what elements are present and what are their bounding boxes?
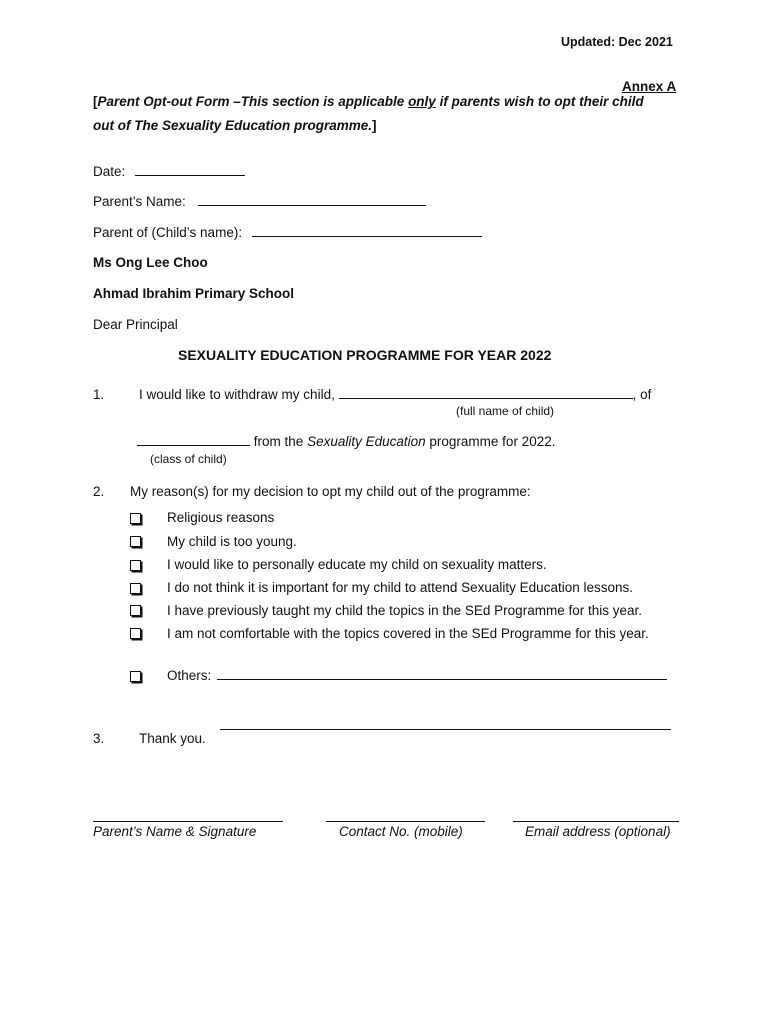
item-3-number: 3. (93, 731, 105, 746)
reason-checkbox[interactable] (130, 628, 141, 639)
reason-label: My child is too young. (167, 534, 297, 549)
salutation: Dear Principal (93, 317, 178, 332)
others-input-line-1[interactable] (217, 668, 667, 680)
parent-name-input-line[interactable] (198, 194, 426, 206)
school-name: Ahmad Ibrahim Primary School (93, 286, 295, 301)
intro-only: only (408, 94, 436, 109)
item-2-text: My reason(s) for my decision to opt my child out of the programme: (130, 484, 531, 499)
intro-part-2: if parents wish to opt their child (435, 94, 644, 109)
child-full-name-input-line[interactable] (339, 387, 633, 399)
reason-checkbox[interactable] (130, 583, 141, 594)
recipient-name: Ms Ong Lee Choo (93, 255, 208, 270)
parent-signature-label: Parent’s Name & Signature (93, 824, 257, 839)
intro-line-2-text: out of The Sexuality Education programme. (93, 118, 373, 133)
parent-signature-line[interactable] (93, 821, 283, 822)
others-label: Others: (167, 668, 212, 683)
child-name-field (93, 225, 482, 240)
page-title: SEXUALITY EDUCATION PROGRAMME FOR YEAR 2022 (178, 347, 552, 363)
reason-checkbox[interactable] (130, 536, 141, 547)
reason-checkbox[interactable] (130, 605, 141, 616)
email-label: Email address (optional) (525, 824, 671, 839)
programme-name: Sexuality Education (307, 434, 426, 449)
item-1-number: 1. (93, 387, 105, 402)
item-2-number: 2. (93, 484, 105, 499)
others-input-line-2[interactable] (220, 729, 671, 730)
bracket-open: [ (93, 94, 98, 109)
annex-label: Annex A (622, 79, 677, 94)
parent-name-field (93, 194, 426, 209)
class-caption: (class of child) (150, 452, 227, 466)
intro-line-2 (93, 118, 377, 133)
reason-label: I would like to personally educate my child on sexuality matters. (167, 557, 547, 572)
reason-label: Religious reasons (167, 510, 275, 525)
contact-label: Contact No. (mobile) (339, 824, 463, 839)
parent-name-label: Parent’s Name: (93, 194, 186, 209)
intro-part-1: Parent Opt-out Form –This section is applicable (97, 94, 409, 109)
others-field (167, 668, 667, 683)
item-3-text: Thank you. (139, 731, 206, 746)
updated-date: Updated: Dec 2021 (561, 35, 673, 49)
date-input-line[interactable] (135, 164, 245, 176)
intro-line-1 (93, 94, 644, 109)
email-line[interactable] (513, 821, 679, 822)
item-1-class-line (137, 434, 555, 449)
others-checkbox[interactable] (130, 671, 141, 682)
reason-checkbox[interactable] (130, 513, 141, 524)
reason-label: I am not comfortable with the topics covered in the SEd Programme for this year. (167, 626, 649, 641)
item-1-line (139, 387, 651, 402)
contact-line[interactable] (326, 821, 485, 822)
date-label: Date: (93, 164, 126, 179)
reason-label: I have previously taught my child the topics in the SEd Programme for this year. (167, 603, 642, 618)
date-field (93, 164, 245, 179)
item-1-text: I would like to withdraw my child, (139, 387, 335, 402)
item-1-of: , of (632, 387, 652, 402)
programme-rest: programme for 2022. (429, 434, 556, 449)
full-name-caption: (full name of child) (456, 404, 555, 418)
child-class-input-line[interactable] (137, 434, 250, 446)
child-name-label: Parent of (Child’s name): (93, 225, 243, 240)
child-name-input-line[interactable] (252, 225, 482, 237)
reason-label: I do not think it is important for my child to attend Sexuality Education lessons. (167, 580, 633, 595)
from-the-text: from the (253, 434, 304, 449)
reason-checkbox[interactable] (130, 560, 141, 571)
bracket-close: ] (372, 118, 377, 133)
